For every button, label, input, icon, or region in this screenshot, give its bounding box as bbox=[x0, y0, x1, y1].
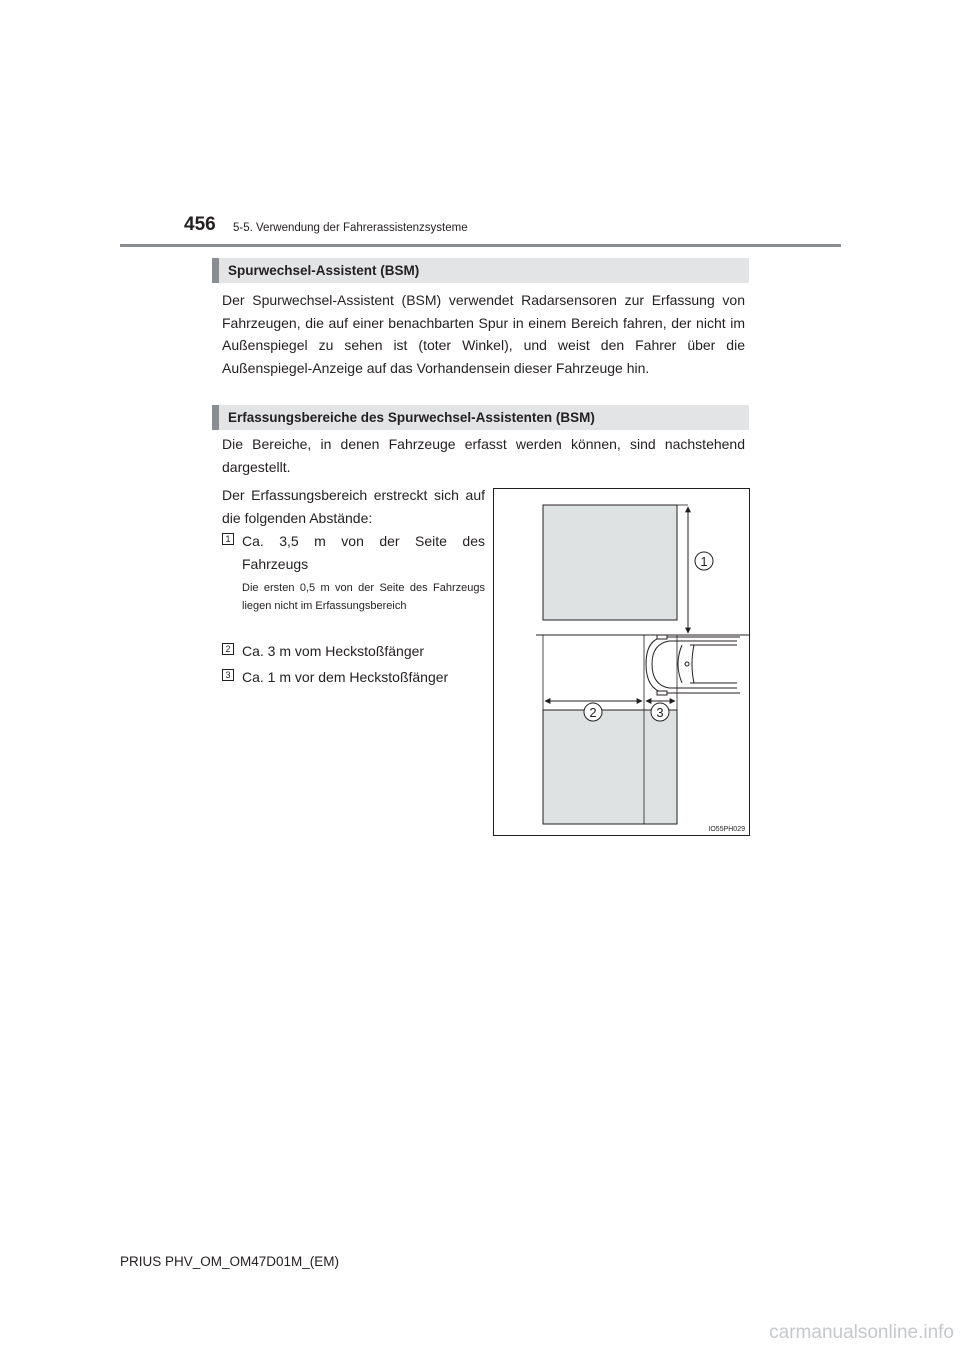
distance-intro: Der Erfassungsbereich erstreckt sich auf die folgenden Abstände: bbox=[222, 487, 485, 526]
item-text-2: Ca. 3 m vom Heckstoßfänger bbox=[242, 643, 425, 659]
callout-1-label: 1 bbox=[700, 554, 708, 569]
callout-2-label: 2 bbox=[589, 705, 597, 720]
rear-detection-zone bbox=[543, 710, 677, 824]
section-heading-detection-areas: Erfassungsbereiche des Spurwechsel-Assistenten (BSM) bbox=[212, 405, 749, 430]
callout-3-label: 3 bbox=[656, 705, 664, 720]
item-text-1: Ca. 3,5 m von der Seite des Fahrzeugs bbox=[242, 533, 485, 572]
figure-code: IO55PH029 bbox=[708, 826, 745, 833]
note-first-half-metre: Die ersten 0,5 m von der Seite des Fahrzeugs liegen nicht im Erfassungsbereich bbox=[242, 582, 485, 612]
header-rule bbox=[120, 244, 841, 247]
chapter-title: 5-5. Verwendung der Fahrerassistenzsysteme bbox=[233, 222, 468, 234]
item-number-2: 2 bbox=[222, 643, 234, 655]
item-number-3: 3 bbox=[222, 669, 234, 681]
watermark: carmanualsonline.info bbox=[769, 1322, 954, 1343]
detection-area-figure bbox=[493, 488, 750, 836]
callout-1 bbox=[695, 552, 713, 570]
vehicle-illustration bbox=[646, 635, 740, 695]
bsm-description: Der Spurwechsel-Assistent (BSM) verwendet Radarsensoren zur Erfassung von Fahrzeugen, die auf einer benachbarten Spur in einem Bereich fahren, der nicht im Außenspiegel zu sehen ist (toter Winkel), und weist den Fahrer über die Außenspiegel-Anzeige auf das Vorhandensein dieser Fahrzeuge hin. bbox=[222, 292, 745, 376]
callout-3 bbox=[651, 703, 669, 721]
item-number-1: 1 bbox=[222, 533, 234, 545]
page-number: 456 bbox=[184, 214, 216, 235]
section-heading-bsm: Spurwechsel-Assistent (BSM) bbox=[212, 258, 749, 283]
footer-doc-id: PRIUS PHV_OM_OM47D01M_(EM) bbox=[120, 1254, 340, 1269]
item-text-3: Ca. 1 m vor dem Heckstoßfänger bbox=[242, 669, 449, 685]
detection-area-diagram bbox=[494, 489, 749, 835]
detection-intro: Die Bereiche, in denen Fahrzeuge erfasst werden können, sind nachstehend dargestellt. bbox=[222, 436, 745, 475]
side-detection-zone bbox=[543, 505, 677, 620]
callout-2 bbox=[584, 703, 602, 721]
